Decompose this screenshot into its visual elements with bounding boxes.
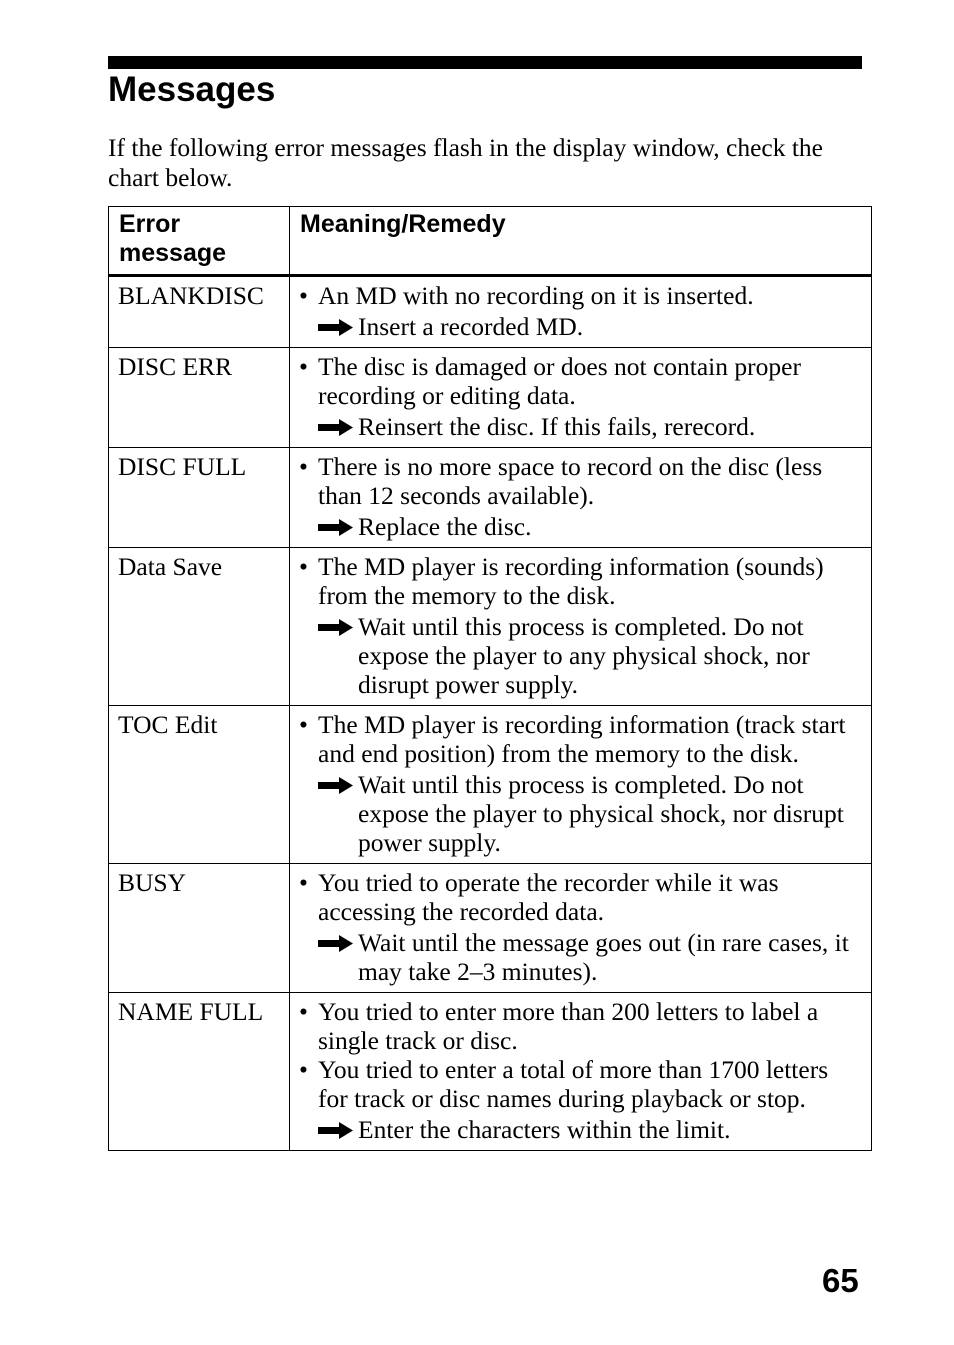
error-message-cell: TOC Edit	[109, 706, 290, 864]
meaning-text: The disc is damaged or does not contain proper recording or editing data.	[318, 352, 801, 410]
meaning-remedy-cell	[290, 548, 872, 706]
meaning-bullet	[299, 710, 862, 768]
meaning-bullet	[299, 1055, 862, 1113]
remedy-text: Reinsert the disc. If this fails, rerecord.	[358, 412, 756, 441]
remedy-text: Wait until the message goes out (in rare cases, it may take 2–3 minutes).	[358, 928, 849, 986]
meaning-bullet	[299, 281, 862, 310]
meaning-remedy-cell	[290, 706, 872, 864]
bullet-icon: •	[299, 281, 308, 310]
error-message-cell: Data Save	[109, 548, 290, 706]
remedy-line	[299, 412, 862, 441]
arrow-right-icon	[318, 777, 353, 794]
meaning-remedy-cell	[290, 448, 872, 548]
remedy-line	[299, 612, 862, 699]
meaning-remedy-cell	[290, 993, 872, 1151]
table-header-row	[109, 207, 872, 276]
error-message-cell: BUSY	[109, 864, 290, 993]
table-row	[109, 993, 872, 1151]
bullet-icon: •	[299, 352, 308, 381]
table-row	[109, 706, 872, 864]
meaning-text: An MD with no recording on it is inserted.	[318, 281, 754, 310]
meaning-bullet	[299, 352, 862, 410]
meaning-bullet	[299, 552, 862, 610]
arrow-right-icon	[318, 519, 353, 536]
bullet-icon: •	[299, 1055, 308, 1084]
arrow-right-icon	[318, 419, 353, 436]
remedy-line	[299, 512, 862, 541]
meaning-remedy-cell	[290, 864, 872, 993]
arrow-right-icon	[318, 1122, 353, 1139]
meaning-remedy-cell	[290, 276, 872, 348]
remedy-text: Wait until this process is completed. Do not expose the player to physical shock, nor disrupt power supply.	[358, 770, 844, 857]
remedy-text: Replace the disc.	[358, 512, 532, 541]
table-row	[109, 548, 872, 706]
meaning-text: There is no more space to record on the disc (less than 12 seconds available).	[318, 452, 823, 510]
bullet-icon: •	[299, 997, 308, 1026]
remedy-line	[299, 928, 862, 986]
error-message-cell: BLANKDISC	[109, 276, 290, 348]
meaning-text: You tried to operate the recorder while it was accessing the recorded data.	[318, 868, 779, 926]
header-error-message: Error message	[109, 207, 290, 276]
meaning-text: You tried to enter a total of more than 1700 letters for track or disc names during playback or stop.	[318, 1055, 829, 1113]
remedy-text: Wait until this process is completed. Do not expose the player to any physical shock, nor disrupt power supply.	[358, 612, 810, 699]
remedy-text: Enter the characters within the limit.	[358, 1115, 731, 1144]
remedy-line	[299, 312, 862, 341]
meaning-text: The MD player is recording information (track start and end position) from the memory to the disk.	[318, 710, 846, 768]
meaning-bullet	[299, 452, 862, 510]
arrow-right-icon	[318, 619, 353, 636]
bullet-icon: •	[299, 710, 308, 739]
meaning-text: The MD player is recording information (sounds) from the memory to the disk.	[318, 552, 824, 610]
intro-paragraph: If the following error messages flash in the display window, check the chart below.	[108, 133, 823, 192]
header-meaning-remedy: Meaning/Remedy	[290, 207, 872, 276]
meaning-text: You tried to enter more than 200 letters to label a single track or disc.	[318, 997, 819, 1055]
messages-table	[108, 206, 872, 1151]
table-body	[109, 276, 872, 1151]
remedy-line	[299, 1115, 862, 1144]
arrow-right-icon	[318, 319, 353, 336]
meaning-bullet	[299, 997, 862, 1055]
error-message-cell: DISC FULL	[109, 448, 290, 548]
table-row	[109, 348, 872, 448]
error-message-cell: DISC ERR	[109, 348, 290, 448]
remedy-line	[299, 770, 862, 857]
arrow-right-icon	[318, 935, 353, 952]
page-title: Messages	[108, 70, 276, 109]
table-row	[109, 276, 872, 348]
remedy-text: Insert a recorded MD.	[358, 312, 584, 341]
bullet-icon: •	[299, 868, 308, 897]
table-row	[109, 448, 872, 548]
meaning-remedy-cell	[290, 348, 872, 448]
error-message-cell: NAME FULL	[109, 993, 290, 1151]
meaning-bullet	[299, 868, 862, 926]
bullet-icon: •	[299, 452, 308, 481]
section-rule	[108, 56, 862, 69]
table-row	[109, 864, 872, 993]
bullet-icon: •	[299, 552, 308, 581]
page-number: 65	[822, 1262, 859, 1299]
